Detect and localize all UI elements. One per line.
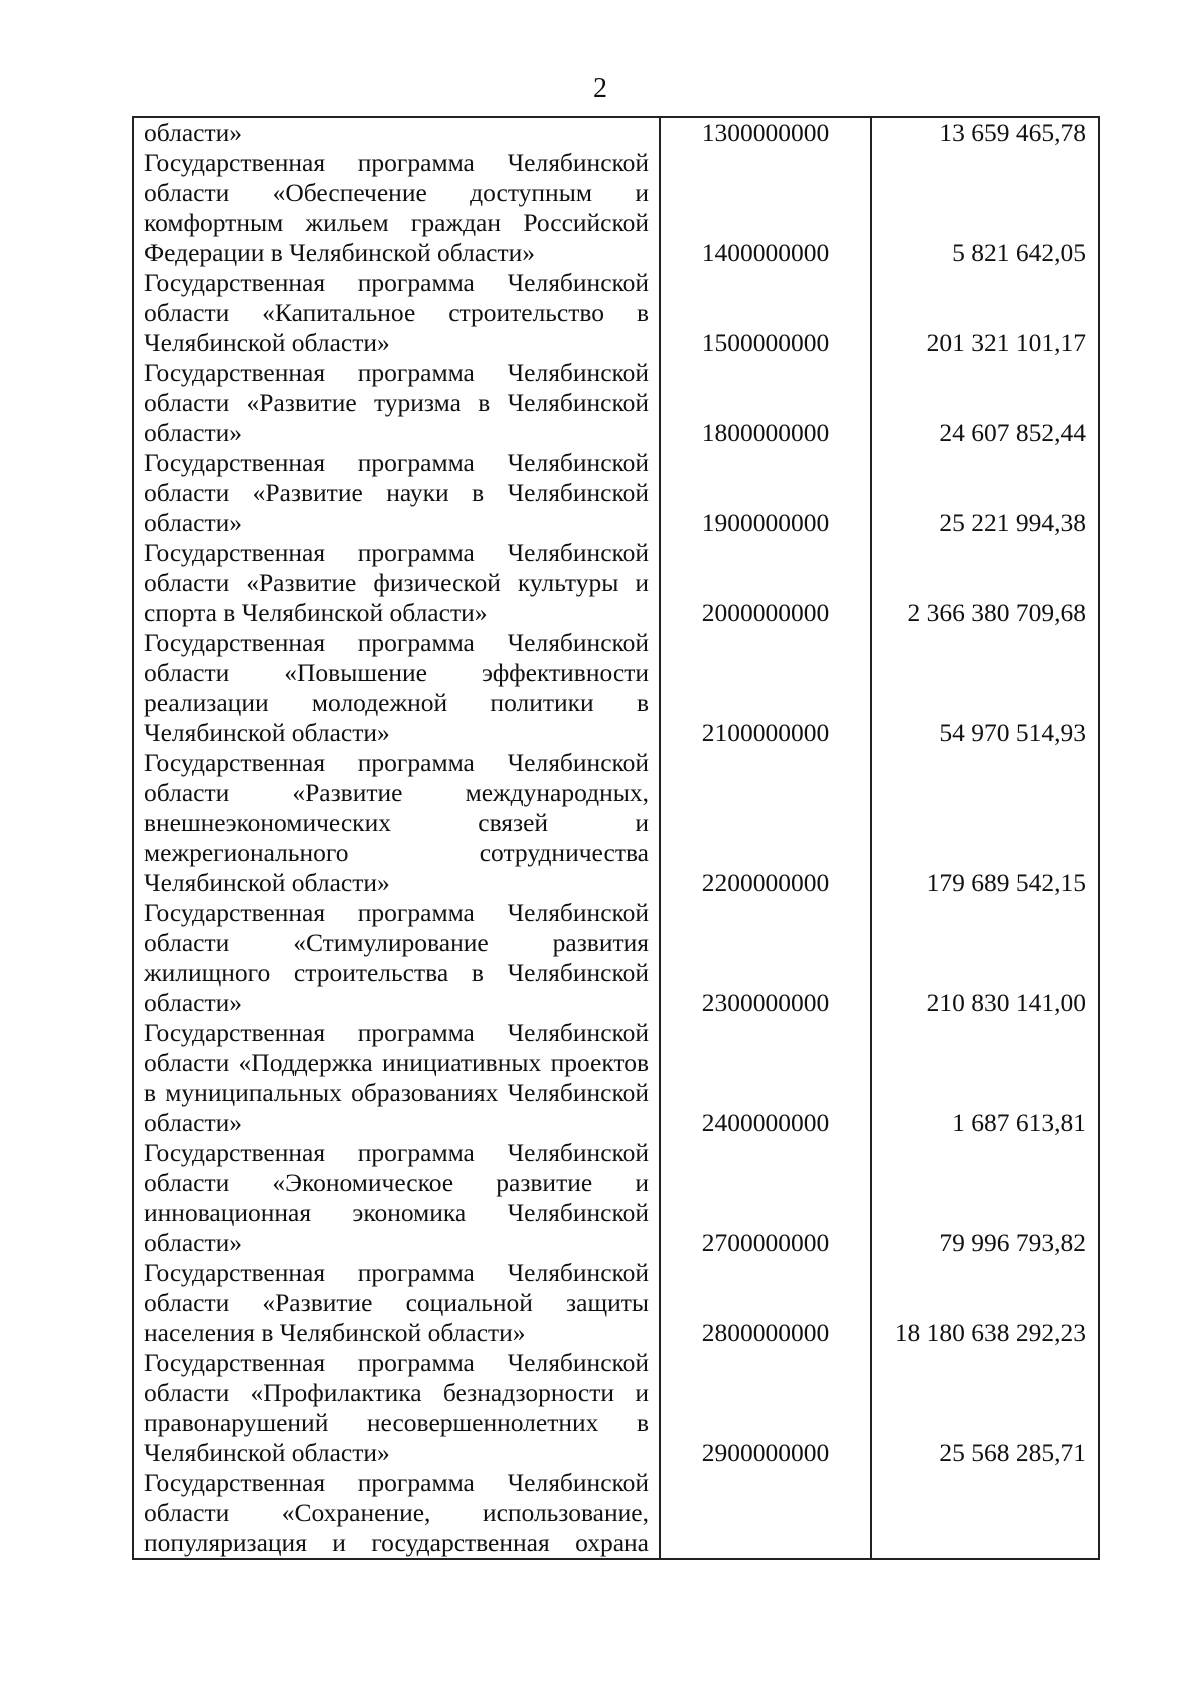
program-amount: 179 689 542,15 bbox=[871, 748, 1099, 898]
program-name: Государственная программа Челябинской области «Капитальное строительство в Челябинской области» bbox=[133, 268, 660, 358]
program-name: Государственная программа Челябинской области «Стимулирование развития жилищного строительства в Челябинской области» bbox=[133, 898, 660, 1018]
program-code: 1900000000 bbox=[660, 448, 871, 538]
program-amount: 13 659 465,78 bbox=[871, 117, 1099, 148]
program-amount: 54 970 514,93 bbox=[871, 628, 1099, 748]
program-name: Государственная программа Челябинской области «Развитие социальной защиты населения в Челябинской области» bbox=[133, 1258, 660, 1348]
table-row bbox=[133, 1348, 1099, 1468]
program-amount: 25 568 285,71 bbox=[871, 1348, 1099, 1468]
table-row bbox=[133, 1018, 1099, 1138]
program-code: 2700000000 bbox=[660, 1138, 871, 1258]
table-row bbox=[133, 898, 1099, 1018]
program-code: 1300000000 bbox=[660, 117, 871, 148]
table-row bbox=[133, 268, 1099, 358]
program-amount: 2 366 380 709,68 bbox=[871, 538, 1099, 628]
program-amount: 25 221 994,38 bbox=[871, 448, 1099, 538]
program-name: Государственная программа Челябинской области «Обеспечение доступным и комфортным жильем граждан Российской Федерации в Челябинской области» bbox=[133, 148, 660, 268]
table-row bbox=[133, 1468, 1099, 1559]
table-row bbox=[133, 748, 1099, 898]
table-row bbox=[133, 1258, 1099, 1348]
budget-table bbox=[132, 116, 1100, 1560]
program-amount: 210 830 141,00 bbox=[871, 898, 1099, 1018]
program-code: 2300000000 bbox=[660, 898, 871, 1018]
program-amount: 79 996 793,82 bbox=[871, 1138, 1099, 1258]
program-name: Государственная программа Челябинской области «Развитие науки в Челябинской области» bbox=[133, 448, 660, 538]
page-number: 2 bbox=[593, 73, 607, 104]
program-name: Государственная программа Челябинской области «Экономическое развитие и инновационная экономика Челябинской области» bbox=[133, 1138, 660, 1258]
program-code: 2200000000 bbox=[660, 748, 871, 898]
program-code: 2400000000 bbox=[660, 1018, 871, 1138]
table-row bbox=[133, 1138, 1099, 1258]
table-row bbox=[133, 117, 1099, 148]
program-name: Государственная программа Челябинской области «Развитие физической культуры и спорта в Челябинской области» bbox=[133, 538, 660, 628]
program-name: Государственная программа Челябинской области «Развитие международных, внешнеэкономических связей и межрегионального сотрудничества Челябинской области» bbox=[133, 748, 660, 898]
program-amount: 5 821 642,05 bbox=[871, 148, 1099, 268]
program-name: Государственная программа Челябинской области «Профилактика безнадзорности и правонарушений несовершеннолетних в Челябинской области» bbox=[133, 1348, 660, 1468]
table-row bbox=[133, 538, 1099, 628]
program-name: области» bbox=[133, 117, 660, 148]
program-code: 2900000000 bbox=[660, 1348, 871, 1468]
table-row bbox=[133, 628, 1099, 748]
program-amount: 24 607 852,44 bbox=[871, 358, 1099, 448]
program-code: 1800000000 bbox=[660, 358, 871, 448]
table-row bbox=[133, 358, 1099, 448]
program-code bbox=[660, 1468, 871, 1559]
program-amount: 1 687 613,81 bbox=[871, 1018, 1099, 1138]
program-amount: 18 180 638 292,23 bbox=[871, 1258, 1099, 1348]
program-code: 1500000000 bbox=[660, 268, 871, 358]
program-amount: 201 321 101,17 bbox=[871, 268, 1099, 358]
table-row bbox=[133, 448, 1099, 538]
program-code: 2800000000 bbox=[660, 1258, 871, 1348]
program-name: Государственная программа Челябинской области «Развитие туризма в Челябинской области» bbox=[133, 358, 660, 448]
program-name: Государственная программа Челябинской области «Сохранение, использование, популяризация и государственная охрана bbox=[133, 1468, 660, 1559]
program-name: Государственная программа Челябинской области «Повышение эффективности реализации молодежной политики в Челябинской области» bbox=[133, 628, 660, 748]
program-name: Государственная программа Челябинской области «Поддержка инициативных проектов в муниципальных образованиях Челябинской области» bbox=[133, 1018, 660, 1138]
program-code: 2000000000 bbox=[660, 538, 871, 628]
program-code: 2100000000 bbox=[660, 628, 871, 748]
program-code: 1400000000 bbox=[660, 148, 871, 268]
program-amount bbox=[871, 1468, 1099, 1559]
table-row bbox=[133, 148, 1099, 268]
